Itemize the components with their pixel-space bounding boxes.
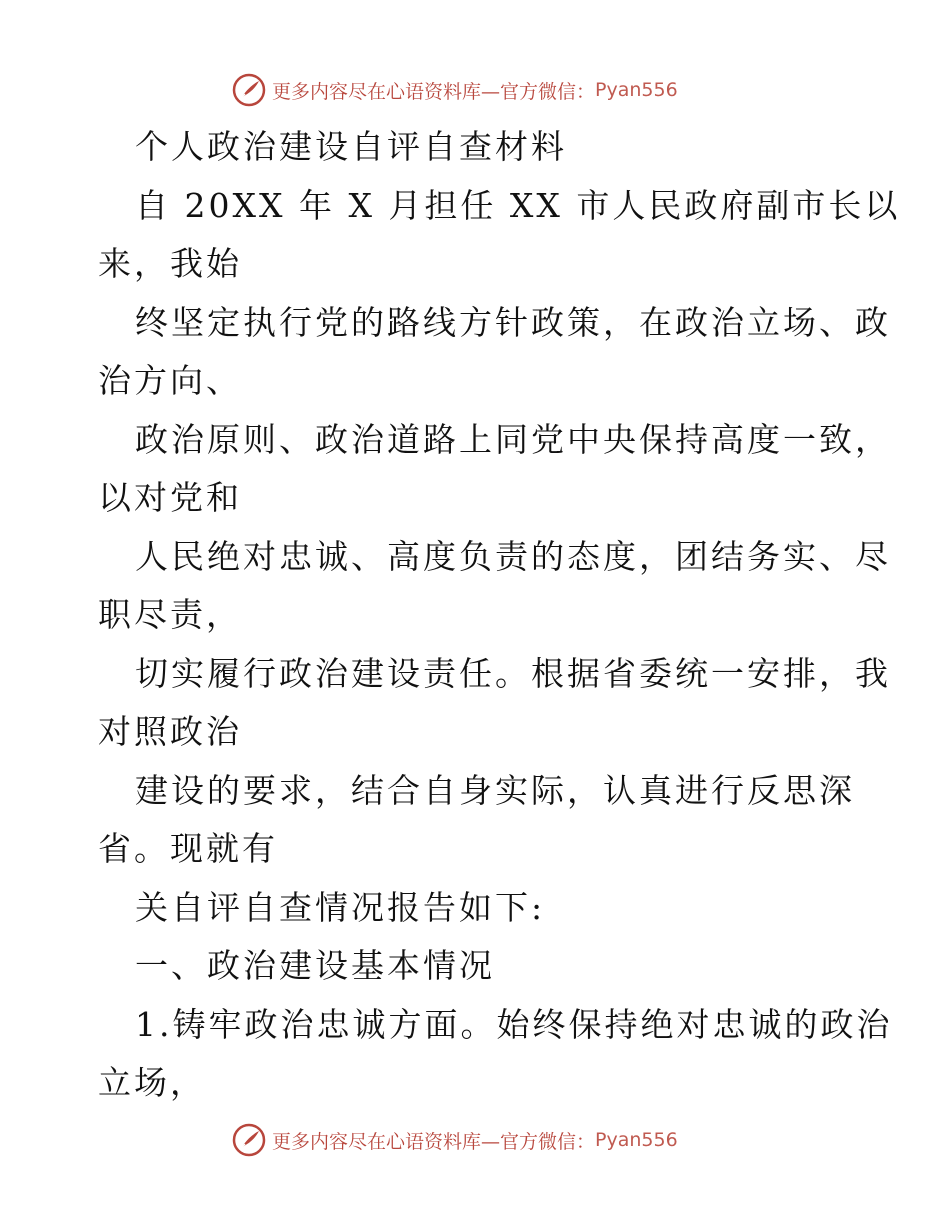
header-banner bbox=[232, 70, 752, 110]
text-line: 政治原则、政治道路上同党中央保持高度一致， bbox=[135, 419, 891, 459]
text-line: 立场， bbox=[98, 1063, 206, 1102]
text-line: 建设的要求，结合自身实际，认真进行反思深 bbox=[135, 770, 855, 810]
text-line: 对照政治 bbox=[98, 712, 242, 751]
quill-circle-icon bbox=[232, 73, 266, 107]
text-line: 省。现就有 bbox=[98, 829, 278, 868]
text-line: 来，我始 bbox=[98, 244, 242, 283]
text-line: 终坚定执行党的路线方针政策，在政治立场、政 bbox=[135, 302, 891, 342]
text-line: 切实履行政治建设责任。根据省委统一安排，我 bbox=[135, 653, 891, 693]
banner-text: 更多内容尽在心语资料库—官方微信： bbox=[272, 1130, 596, 1153]
document-body bbox=[98, 118, 901, 1113]
banner-wechat-id: Pyan556 bbox=[595, 79, 678, 101]
text-line: 关自评自查情况报告如下: bbox=[135, 887, 546, 927]
banner-wechat-id: Pyan556 bbox=[595, 1129, 678, 1151]
banner-text: 更多内容尽在心语资料库—官方微信： bbox=[272, 80, 596, 103]
text-line: 个人政治建设自评自查材料 bbox=[135, 127, 567, 166]
text-line: 以对党和 bbox=[98, 478, 242, 517]
text-line: 自 20XX 年 X 月担任 XX 市人民政府副市长以 bbox=[135, 185, 901, 225]
quill-circle-icon bbox=[232, 1123, 266, 1157]
text-line: 人民绝对忠诚、高度负责的态度，团结务实、尽 bbox=[135, 536, 891, 576]
text-line: 1.铸牢政治忠诚方面。始终保持绝对忠诚的政治 bbox=[135, 1004, 893, 1044]
footer-banner bbox=[232, 1120, 752, 1160]
text-line: 治方向、 bbox=[98, 361, 242, 400]
text-line: 职尽责， bbox=[98, 595, 242, 634]
text-line: 一、政治建设基本情况 bbox=[135, 946, 495, 985]
